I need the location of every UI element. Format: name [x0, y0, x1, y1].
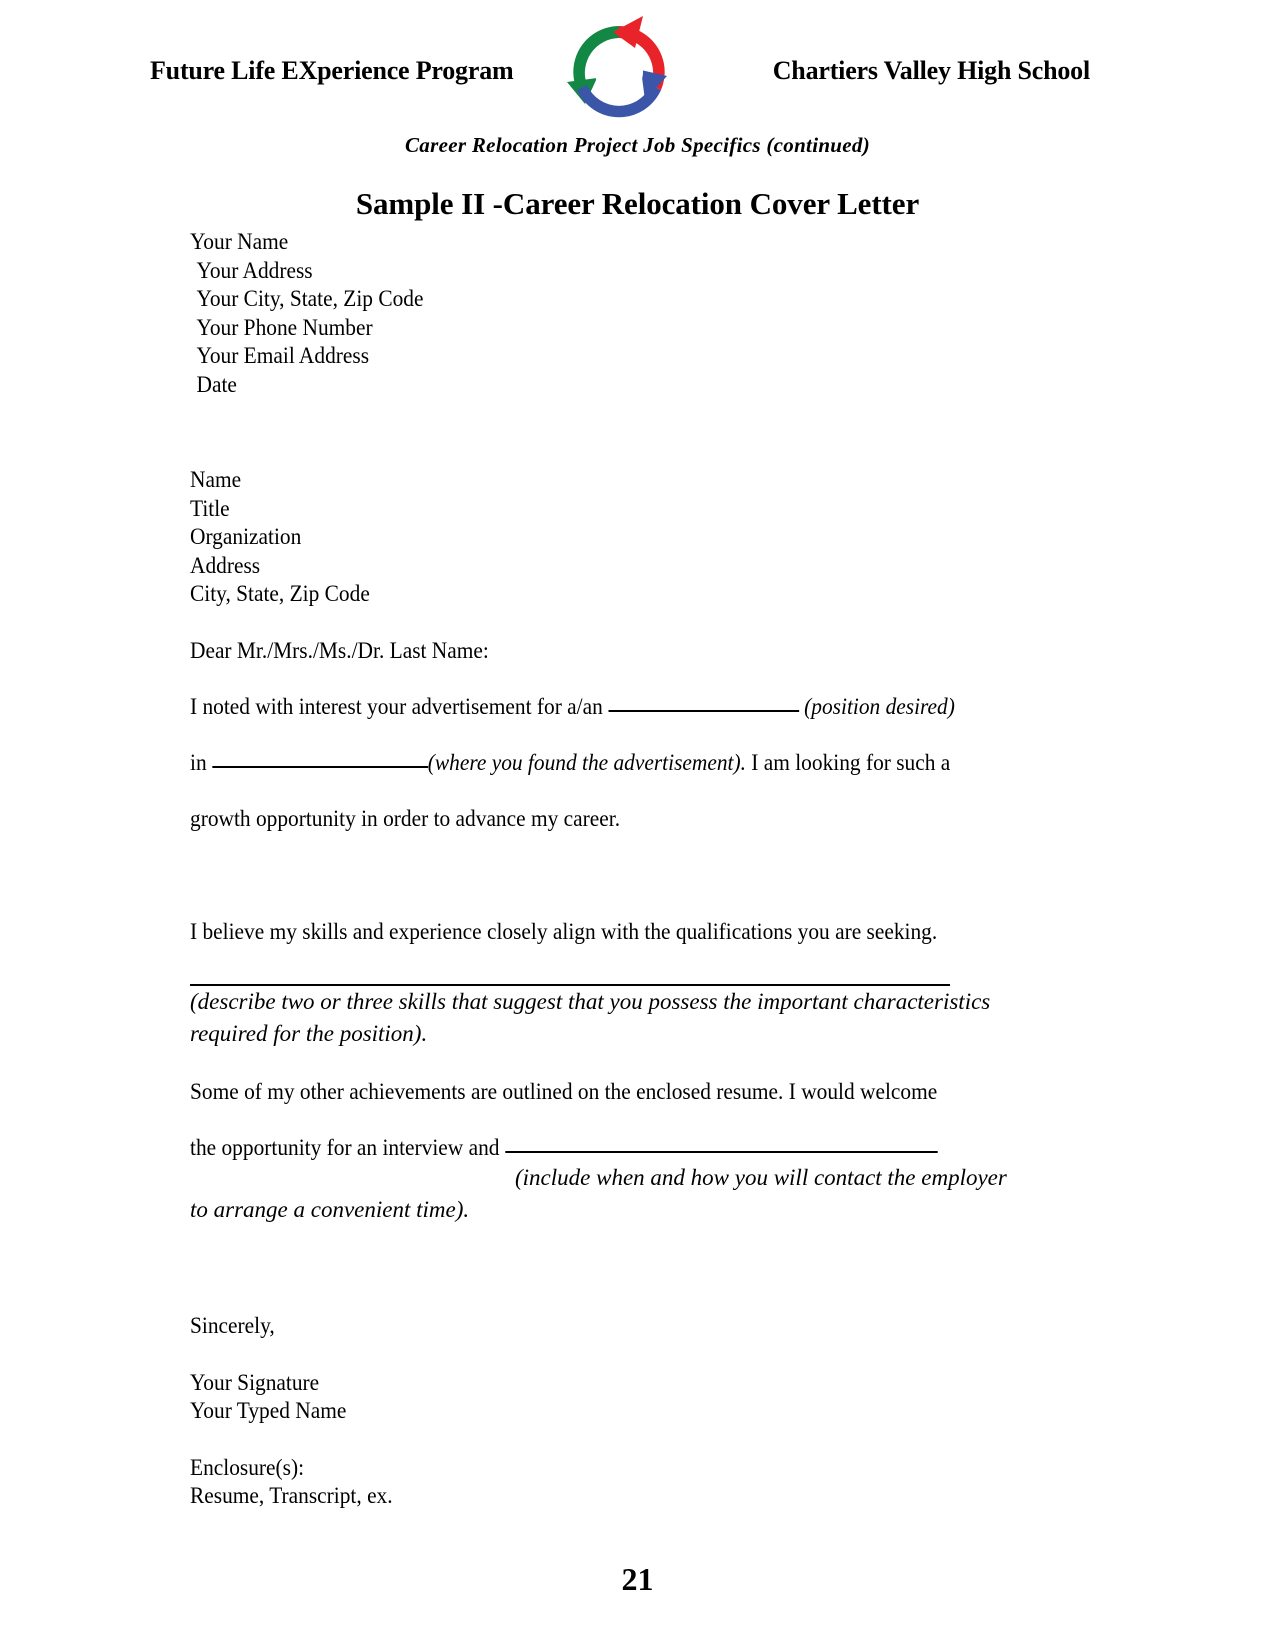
- p2-text-tail: I am looking for such a: [745, 750, 951, 775]
- salutation: Dear Mr./Mrs./Ms./Dr. Last Name:: [190, 637, 489, 663]
- spacer: [190, 974, 1060, 984]
- paragraph-achievements: Some of my other achievements are outlined on the enclosed resume. I would welcome: [190, 1079, 938, 1104]
- closing-signature: Your Signature: [190, 1369, 320, 1395]
- page-header: [150, 42, 1090, 112]
- recipient-line-address: Address: [190, 552, 261, 578]
- blank-position-desired[interactable]: [608, 710, 799, 712]
- spacer: [190, 946, 1060, 974]
- instruction-describe-skills-line2: required for the position).: [190, 1021, 428, 1046]
- spacer: [190, 833, 1060, 890]
- sender-line-address: Your Address: [196, 257, 313, 283]
- instruction-describe-skills: [190, 986, 1060, 1050]
- instruction-describe-skills-line1: (describe two or three skills that suggest that you possess the important characteristics: [190, 989, 991, 1014]
- p1-hint-position-desired: (position desired): [798, 694, 955, 719]
- recycle-arrows-logo: [555, 12, 685, 127]
- paragraph-where-found: [190, 749, 999, 777]
- page-title: Sample II -Career Relocation Cover Letter: [355, 186, 920, 221]
- p2-text-lead: in: [190, 750, 212, 775]
- instruction-contact-employer-line1: (include when and how you will contact the employer: [515, 1165, 1007, 1190]
- recipient-line-name: Name: [190, 467, 242, 492]
- spacer: [190, 1426, 1060, 1454]
- spacer: [190, 609, 1060, 637]
- school-name: Chartiers Valley High School: [772, 56, 1090, 85]
- spacer: [190, 399, 1060, 456]
- spacer: [190, 1341, 1060, 1369]
- sender-address-block: [190, 228, 1060, 399]
- spacer: [190, 456, 1060, 466]
- closing-typed-name: Your Typed Name: [190, 1398, 347, 1423]
- sender-line-name: Your Name: [190, 229, 289, 254]
- enclosure-label: Enclosure(s):: [190, 1454, 305, 1480]
- sender-line-city: Your City, State, Zip Code: [196, 286, 424, 311]
- sender-line-phone: Your Phone Number: [196, 314, 373, 340]
- paragraph-skills-align: I believe my skills and experience closely align with the qualifications you are seeking.: [190, 919, 938, 944]
- p7-text-lead: the opportunity for an interview and: [190, 1135, 505, 1160]
- page-number: 21: [621, 1561, 654, 1597]
- enclosure-items: Resume, Transcript, ex.: [190, 1483, 393, 1508]
- blank-interview-contact[interactable]: [505, 1151, 937, 1153]
- recipient-line-title: Title: [190, 495, 230, 521]
- p2-hint-where-found: (where you found the advertisement).: [427, 750, 746, 775]
- blank-where-found[interactable]: [212, 766, 428, 768]
- spacer: [190, 665, 1060, 693]
- spacer: [190, 1106, 1060, 1134]
- spacer: [190, 1226, 1060, 1312]
- cover-letter-body: [190, 228, 1060, 1511]
- paragraph-growth: growth opportunity in order to advance my career.: [190, 806, 621, 831]
- program-name: Future Life EXperience Program: [150, 56, 514, 85]
- spacer: [190, 890, 1060, 918]
- instruction-contact-employer-line2: to arrange a convenient time).: [190, 1197, 470, 1222]
- spacer: [190, 777, 1060, 805]
- p1-text-before: I noted with interest your advertisement for a/an: [190, 694, 609, 719]
- recipient-line-city: City, State, Zip Code: [190, 581, 370, 606]
- spacer: [190, 721, 1060, 749]
- recipient-line-organization: Organization: [190, 524, 302, 549]
- section-subtitle: Career Relocation Project Job Specifics (continued): [405, 133, 870, 157]
- paragraph-advertisement: [190, 693, 999, 721]
- spacer: [190, 1050, 1060, 1078]
- instruction-contact-employer: [190, 1162, 1060, 1226]
- paragraph-interview: [190, 1134, 999, 1162]
- closing-sincerely: Sincerely,: [190, 1313, 275, 1338]
- sender-line-email: Your Email Address: [196, 343, 370, 368]
- recipient-address-block: [190, 466, 1060, 609]
- sender-line-date: Date: [196, 371, 237, 397]
